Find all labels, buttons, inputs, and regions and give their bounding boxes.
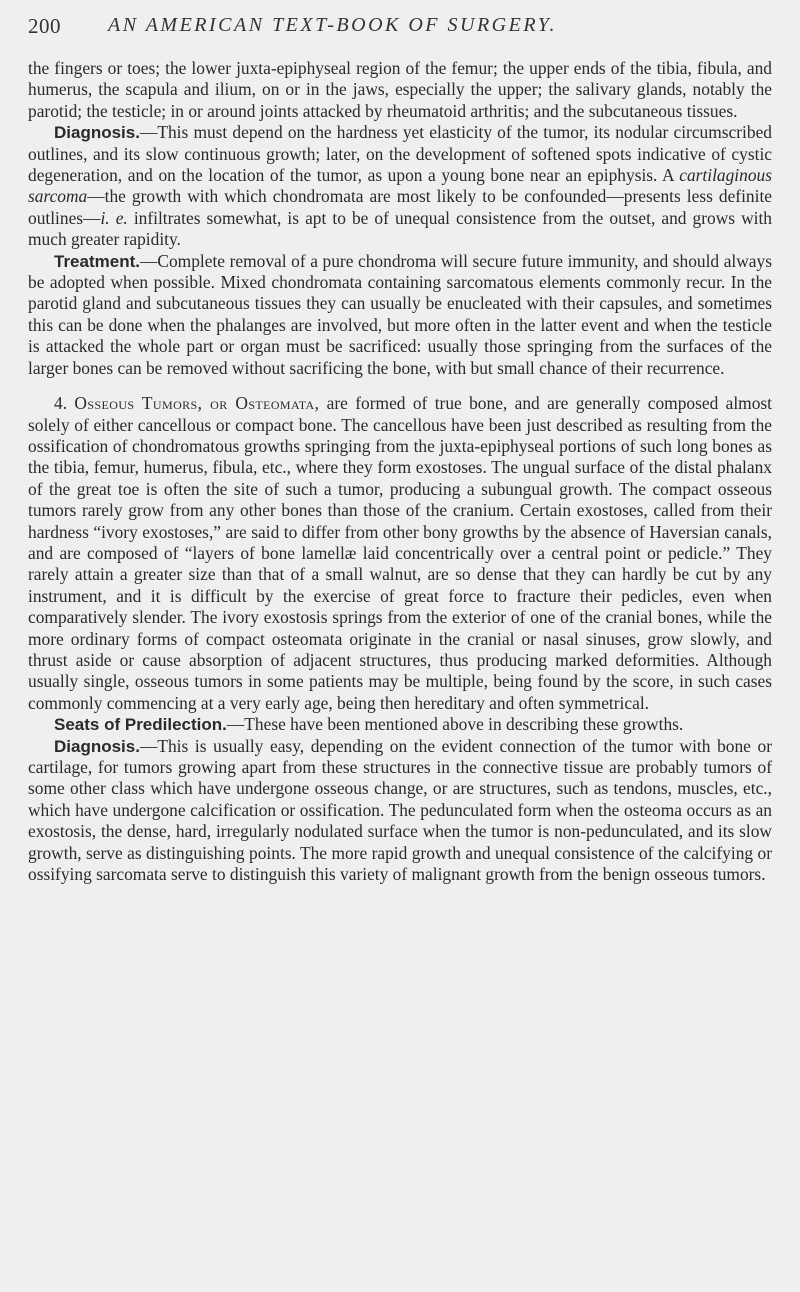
running-title: AN AMERICAN TEXT-BOOK OF SURGERY.: [108, 14, 557, 36]
paragraph-continued: the fingers or toes; the lower juxta-epiphyseal region of the femur; the upper ends of the tibia, fibula, and humerus, the scapula and ilium, on or in the jaws, especially the upper; the salivary glands, notably the parotid; the testicle; in or around joints attacked by rheumatoid arthritis; and the subcutaneous tissues.: [28, 58, 772, 121]
section-heading-diagnosis: Diagnosis.: [54, 123, 140, 143]
section-title-osseous-tumors: Osseous Tumors, or Osteomata,: [74, 393, 320, 414]
section-heading-treatment: Treatment.: [54, 251, 140, 271]
paragraph-diagnosis-osteoma: Diagnosis.—This is usually easy, depending on the evident connection of the tumor with bone or cartilage, for tumors growing apart from these structures in the connective tissue are probably tumors of some other class which have undergone osseous change, or are structures, such as tendons, muscles, etc., which have undergone calcification or ossification. The pedunculated form when the osteoma occurs as an exostosis, the dense, hard, irregularly nodulated surface when the tumor is non-pedunculated, and its slow growth, serve as distinguishing points. The more rapid growth and unequal consistence of the calcifying or ossifying sarcomata serve to distinguish this variety of malignant growth from the benign osseous tumors.: [28, 735, 772, 885]
section-heading-seats: Seats of Predilection.: [54, 715, 227, 735]
running-head: [28, 14, 772, 44]
paragraph-diagnosis-chondroma: Diagnosis.—This must depend on the hardness yet elasticity of the tumor, its nodular circumscribed outlines, and its slow continuous growth; later, on the development of softened spots indicative of cystic degeneration, and on the location of the tumor, as upon a young bone near an epiphysis. A cartilaginous sarcoma—the growth with which chondromata are most likely to be confounded—presents less definite outlines—i. e. infiltrates somewhat, is apt to be of unequal consistence from the outset, and grows with much greater rapidity.: [28, 122, 772, 250]
italic-abbrev: i. e.: [100, 207, 128, 228]
page-number: 200: [28, 14, 61, 38]
section-heading-diagnosis-2: Diagnosis.: [54, 736, 140, 756]
body-text: [28, 58, 772, 885]
paragraph-treatment: Treatment.—Complete removal of a pure chondroma will secure future immunity, and should always be adopted when possible. Mixed chondromata containing sarcomatous elements commonly recur. In the parotid gland and subcutaneous tissues they can usually be enucleated with their capsules, and sometimes this can be done when the phalanges are involved, but more often in the latter event and when the testicle is attacked the whole part or organ must be sacrificed: usually those springing from the surfaces of the larger bones can be removed without sacrificing the bone, with but small chance of their recurrence.: [28, 250, 772, 378]
italic-term: cartilaginous sarcoma: [28, 165, 772, 207]
paragraph-osseous-tumors: 4. Osseous Tumors, or Osteomata, are formed of true bone, and are generally composed almost solely of either cancellous or compact bone. The cancellous have been just described as resulting from the ossification of chondromatous growths springing from the juxta-epiphyseal portions of such long bones as the tibia, femur, humerus, fibula, etc., where they form exostoses. The ungual surface of the distal phalanx of the great toe is often the site of such a tumor, producing a subungual growth. The compact osseous tumors rarely grow from any other bones than those of the cranium. Certain exostoses, called from their hardness “ivory exostoses,” are said to differ from other bony growths by the absence of Haversian canals, and are composed of “layers of bone lamellæ laid concentrically over a central point or pedicle.” They rarely attain a greater size than that of a small walnut, are so dense that they can hardly be cut by any instrument, and it is difficult by the exercise of great force to fracture their pedicles, even when comparatively slender. The ivory exostosis springs from the exterior of one of the cranial bones, while the more ordinary forms of compact osteomata originate in the cranial or nasal sinuses, grow slowly, and thrust aside or cause absorption of adjacent structures, thus producing marked deformities. Although usually single, osseous tumors in some patients may be multiple, being found by the score, in such cases commonly commencing at a very early age, being then hereditary and often symmetrical.: [28, 393, 773, 713]
paragraph-seats-of-predilection: Seats of Predilection.—These have been mentioned above in describing these growths.: [54, 714, 684, 735]
